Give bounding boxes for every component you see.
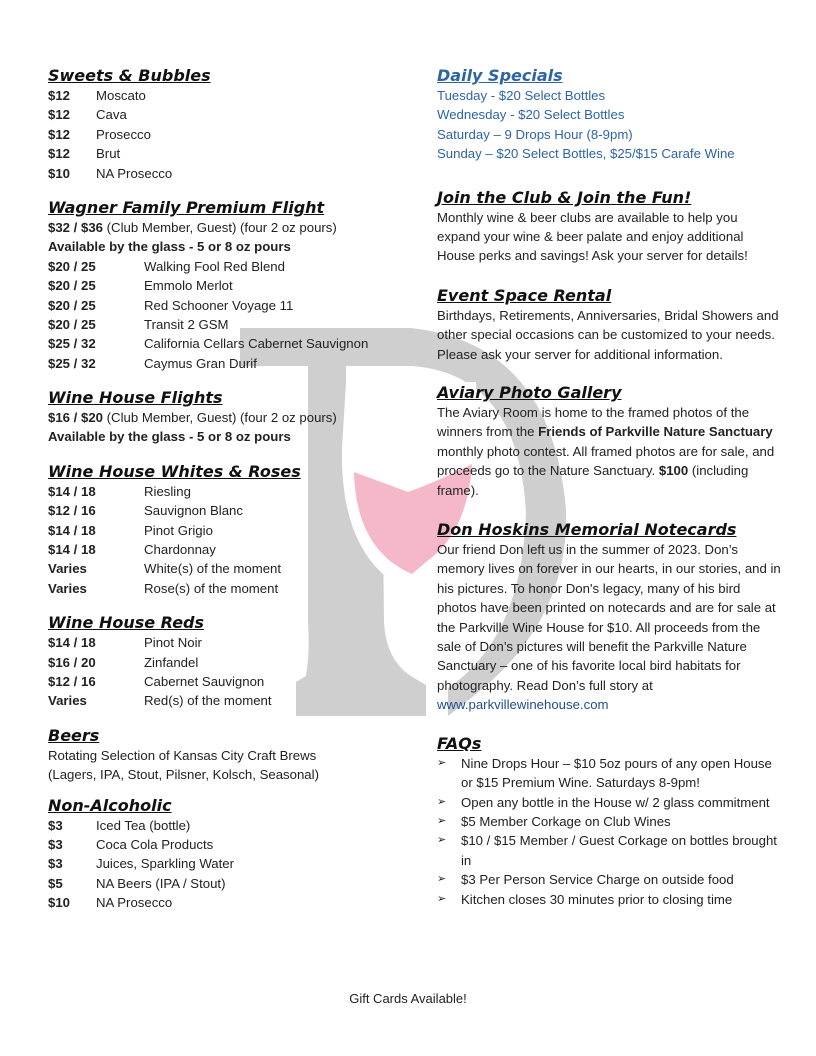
menu-item: $25 / 32 Caymus Gran Durif	[48, 355, 257, 371]
list-item: ➢ $3 Per Person Service Charge on outside food	[437, 870, 782, 889]
gift-cards-footer: Gift Cards Available!	[349, 991, 467, 1006]
by-the-glass-note: Available by the glass - 5 or 8 oz pours	[48, 429, 291, 445]
section-title: Daily Specials	[437, 66, 563, 85]
faqs-section	[437, 734, 782, 909]
menu-item: $12 / 16 Cabernet Sauvignon	[48, 673, 265, 689]
menu-item: $10 NA Prosecco	[48, 895, 173, 911]
arrow-bullet-icon: ➢	[437, 795, 447, 808]
arrow-bullet-icon: ➢	[437, 756, 447, 769]
beers-line: (Lagers, IPA, Stout, Pilsner, Kolsch, Seasonal)	[48, 767, 319, 783]
menu-item: Varies Rose(s) of the moment	[48, 580, 279, 596]
section-title: Beers	[48, 725, 100, 745]
club-description: Monthly wine & beer clubs are available to help you expand your wine & beer palate and enjoy additional House perks and savings! Ask your server for details!	[437, 209, 748, 264]
left-column	[48, 66, 408, 928]
don-hoskins-section	[437, 520, 782, 715]
list-item: ➢ $5 Member Corkage on Club Wines	[437, 812, 782, 831]
section-title: Aviary Photo Gallery	[437, 383, 622, 402]
special-line: Tuesday - $20 Select Bottles	[437, 88, 606, 103]
menu-item: $14 / 18 Riesling	[48, 483, 191, 499]
menu-item: $3 Juices, Sparkling Water	[48, 856, 235, 872]
section-title: Wine House Whites & Roses	[48, 461, 301, 481]
flight-price-line: $16 / $20 (Club Member, Guest) (four 2 oz pours)	[48, 410, 337, 426]
arrow-bullet-icon: ➢	[437, 892, 447, 905]
section-title: Wine House Flights	[48, 388, 223, 408]
section-title: Join the Club & Join the Fun!	[437, 187, 692, 207]
menu-item: $12 Brut	[48, 146, 121, 162]
section-title: FAQs	[437, 733, 482, 753]
menu-item: $20 / 25 Red Schooner Voyage 11	[48, 297, 294, 313]
menu-item: $10 NA Prosecco	[48, 165, 173, 181]
menu-item: $20 / 25 Transit 2 GSM	[48, 316, 229, 332]
non-alcoholic-section	[48, 796, 408, 913]
arrow-bullet-icon: ➢	[437, 814, 447, 827]
list-item: ➢ Open any bottle in the House w/ 2 glass commitment	[437, 793, 782, 812]
daily-specials-section	[437, 66, 782, 164]
flight-price-line: $32 / $36 (Club Member, Guest) (four 2 oz pours)	[48, 219, 337, 235]
arrow-bullet-icon: ➢	[437, 834, 447, 847]
beers-section	[48, 726, 408, 785]
aviary-gallery-section	[437, 383, 782, 500]
menu-item: $5 NA Beers (IPA / Stout)	[48, 875, 226, 891]
aviary-description: The Aviary Room is home to the framed photos of the winners from the Friends of Parkville Nature Sanctuary monthly photo contest. All framed photos are for sale, and proceeds go to the Nature Sanctuary. $100 (including frame).	[437, 405, 775, 498]
event-description: Birthdays, Retirements, Anniversaries, Bridal Showers and other special occasions can be customized to your needs. Please ask your server for additional information.	[437, 307, 779, 362]
section-title: Event Space Rental	[437, 285, 612, 305]
website-link[interactable]: www.parkvillewinehouse.com	[437, 697, 609, 713]
right-column	[437, 66, 782, 924]
section-title: Don Hoskins Memorial Notecards	[437, 520, 737, 540]
menu-item: Varies White(s) of the moment	[48, 561, 282, 577]
special-line: Wednesday - $20 Select Bottles	[437, 107, 625, 123]
menu-item: $12 Moscato	[48, 88, 146, 103]
menu-item: $14 / 18 Pinot Noir	[48, 635, 202, 651]
faq-list	[437, 754, 782, 909]
join-club-section	[437, 188, 782, 266]
special-line: Saturday – 9 Drops Hour (8-9pm)	[437, 126, 633, 142]
reds-section	[48, 613, 408, 711]
menu-item: $20 / 25 Emmolo Merlot	[48, 278, 233, 294]
menu-item: Varies Red(s) of the moment	[48, 693, 272, 709]
menu-item: $12 / 16 Sauvignon Blanc	[48, 503, 243, 519]
section-title: Wine House Reds	[48, 613, 205, 633]
arrow-bullet-icon: ➢	[437, 873, 447, 886]
beers-line: Rotating Selection of Kansas City Craft Brews	[48, 747, 317, 763]
don-description: Our friend Don left us in the summer of 2023. Don’s memory lives on forever in our hearts, in our stories, and in his pictures. To honor Don's legacy, many of his bird photos have been printed on notecards and are for sale at the Parkville Wine House for $10. All proceeds from the sale of Don’s pictures will benefit the Parkville Nature Sanctuary – one of his favorite local bird habitats for photography. Read Don’s full story at www.parkvillewinehouse.com	[437, 542, 781, 713]
menu-item: $20 / 25 Walking Fool Red Blend	[48, 258, 285, 274]
menu-item: $14 / 18 Chardonnay	[48, 542, 216, 558]
menu-item: $14 / 18 Pinot Grigio	[48, 522, 213, 538]
wine-house-flights-section	[48, 388, 408, 447]
section-title: Non-Alcoholic	[48, 795, 172, 815]
section-title: Sweets & Bubbles	[48, 66, 211, 85]
menu-item: $3 Iced Tea (bottle)	[48, 817, 191, 833]
list-item: ➢ Nine Drops Hour – $10 5oz pours of any open House or $15 Premium Wine. Saturdays 8-9pm!	[437, 754, 782, 793]
menu-item: $16 / 20 Zinfandel	[48, 654, 199, 670]
menu-item: $3 Coca Cola Products	[48, 836, 214, 852]
event-space-section	[437, 286, 782, 364]
section-title: Wagner Family Premium Flight	[48, 197, 325, 217]
menu-item: $25 / 32 California Cellars Cabernet Sauvignon	[48, 336, 369, 352]
menu-item: $12 Prosecco	[48, 126, 151, 142]
whites-roses-section	[48, 462, 408, 598]
special-line: Sunday – $20 Select Bottles, $25/$15 Carafe Wine	[437, 146, 735, 162]
list-item: ➢ $10 / $15 Member / Guest Corkage on bottles brought in	[437, 831, 782, 870]
sweets-bubbles-section	[48, 66, 408, 183]
list-item: ➢ Kitchen closes 30 minutes prior to closing time	[437, 890, 782, 909]
menu-item: $12 Cava	[48, 107, 127, 123]
wagner-flight-section	[48, 198, 408, 373]
by-the-glass-note: Available by the glass - 5 or 8 oz pours	[48, 239, 291, 255]
